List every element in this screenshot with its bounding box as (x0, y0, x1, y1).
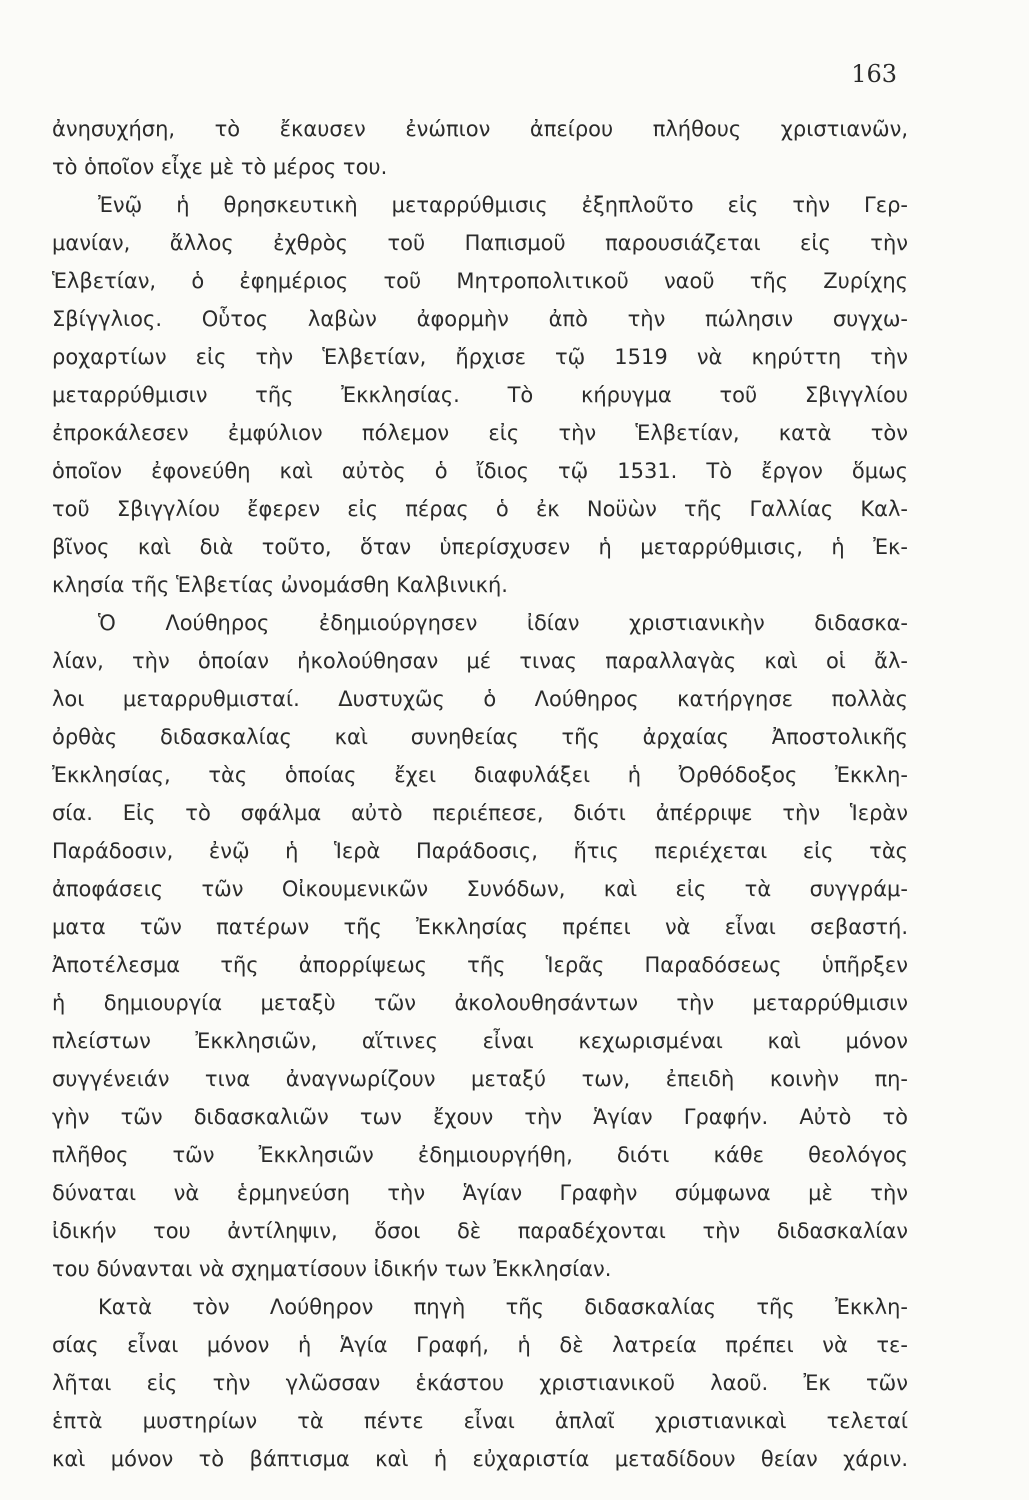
text-line: Ἑλβετίαν, ὁ ἐφημέριος τοῦ Μητροπολιτικοῦ ναοῦ τῆς Ζυρίχης (52, 269, 908, 293)
text-line: καὶ μόνον τὸ βάπτισμα καὶ ἡ εὐχαριστία μεταδίδουν θείαν χάριν. (52, 1447, 908, 1471)
text-line: ὁποῖον ἐφονεύθη καὶ αὐτὸς ὁ ἴδιος τῷ 1531. Τὸ ἔργον ὅμως (52, 459, 908, 483)
text-line: ὀρθὰς διδασκαλίας καὶ συνηθείας τῆς ἀρχαίας Ἀποστολικῆς (52, 725, 908, 749)
text-line: μεταρρύθμισιν τῆς Ἐκκλησίας. Τὸ κήρυγμα τοῦ Σβιγγλίου (52, 383, 908, 407)
text-line: ἀνησυχήση, τὸ ἔκαυσεν ἐνώπιον ἀπείρου πλήθους χριστιανῶν, (52, 117, 908, 141)
text-line: Ἐνῷ ἡ θρησκευτικὴ μεταρρύθμισις ἐξηπλοῦτο εἰς τὴν Γερ- (98, 193, 908, 217)
body-text (52, 110, 908, 1478)
text-line: ἑπτὰ μυστηρίων τὰ πέντε εἶναι ἁπλαῖ χριστιανικαὶ τελεταί (52, 1409, 908, 1433)
text-line: Παράδοσιν, ἐνῷ ἡ Ἱερὰ Παράδοσις, ἥτις περιέχεται εἰς τὰς (52, 839, 908, 863)
text-line: λίαν, τὴν ὁποίαν ἠκολούθησαν μέ τινας παραλλαγὰς καὶ οἱ ἄλ- (52, 649, 908, 673)
text-line: ἡ δημιουργία μεταξὺ τῶν ἀκολουθησάντων τὴν μεταρρύθμισιν (52, 991, 908, 1015)
text-line: του δύνανται νὰ σχηματίσουν ἰδικήν των Ἐκκλησίαν. (52, 1257, 612, 1281)
text-line: Κατὰ τὸν Λούθηρον πηγὴ τῆς διδασκαλίας τῆς Ἐκκλη- (98, 1295, 908, 1319)
text-line: ἰδικήν του ἀντίληψιν, ὅσοι δὲ παραδέχονται τὴν διδασκαλίαν (52, 1219, 908, 1243)
text-line: συγγένειάν τινα ἀναγνωρίζουν μεταξύ των, ἐπειδὴ κοινὴν πη- (52, 1067, 908, 1091)
text-line: ἐπροκάλεσεν ἐμφύλιον πόλεμον εἰς τὴν Ἑλβετίαν, κατὰ τὸν (52, 421, 908, 445)
page-number: 163 (851, 60, 897, 88)
text-line: πλῆθος τῶν Ἐκκλησιῶν ἐδημιουργήθη, διότι κάθε θεολόγος (52, 1143, 908, 1167)
text-line: Ὁ Λούθηρος ἐδημιούργησεν ἰδίαν χριστιανικὴν διδασκα- (98, 611, 908, 635)
text-line: τοῦ Σβιγγλίου ἔφερεν εἰς πέρας ὁ ἐκ Νοϋὼν τῆς Γαλλίας Καλ- (52, 497, 908, 521)
text-line: γὴν τῶν διδασκαλιῶν των ἔχουν τὴν Ἁγίαν Γραφήν. Αὐτὸ τὸ (52, 1105, 908, 1129)
text-line: Σβίγγλιος. Οὗτος λαβὼν ἀφορμὴν ἀπὸ τὴν πώλησιν συγχω- (52, 307, 908, 331)
text-line: ροχαρτίων εἰς τὴν Ἑλβετίαν, ἤρχισε τῷ 1519 νὰ κηρύττη τὴν (52, 345, 908, 369)
text-line: σία. Εἰς τὸ σφάλμα αὐτὸ περιέπεσε, διότι ἀπέρριψε τὴν Ἱερὰν (52, 801, 908, 825)
text-line: μανίαν, ἄλλος ἐχθρὸς τοῦ Παπισμοῦ παρουσιάζεται εἰς τὴν (52, 231, 908, 255)
text-line: Ἐκκλησίας, τὰς ὁποίας ἔχει διαφυλάξει ἡ Ὀρθόδοξος Ἐκκλη- (52, 763, 908, 787)
text-line: κλησία τῆς Ἑλβετίας ὠνομάσθη Καλβινική. (52, 573, 508, 597)
text-line: σίας εἶναι μόνον ἡ Ἁγία Γραφή, ἡ δὲ λατρεία πρέπει νὰ τε- (52, 1333, 908, 1357)
text-line: Ἀποτέλεσμα τῆς ἀπορρίψεως τῆς Ἱερᾶς Παραδόσεως ὑπῆρξεν (52, 953, 908, 977)
text-line: λῆται εἰς τὴν γλῶσσαν ἑκάστου χριστιανικοῦ λαοῦ. Ἐκ τῶν (52, 1371, 908, 1395)
text-line: λοι μεταρρυθμισταί. Δυστυχῶς ὁ Λούθηρος κατήργησε πολλὰς (52, 687, 908, 711)
text-line: ἀποφάσεις τῶν Οἰκουμενικῶν Συνόδων, καὶ εἰς τὰ συγγράμ- (52, 877, 908, 901)
text-line: ματα τῶν πατέρων τῆς Ἐκκλησίας πρέπει νὰ εἶναι σεβαστή. (52, 915, 908, 939)
text-line: πλείστων Ἐκκλησιῶν, αἵτινες εἶναι κεχωρισμέναι καὶ μόνον (52, 1029, 908, 1053)
text-line: δύναται νὰ ἑρμηνεύση τὴν Ἁγίαν Γραφὴν σύμφωνα μὲ τὴν (52, 1181, 908, 1205)
text-line: βῖνος καὶ διὰ τοῦτο, ὅταν ὑπερίσχυσεν ἡ μεταρρύθμισις, ἡ Ἐκ- (52, 535, 908, 559)
text-line: τὸ ὁποῖον εἶχε μὲ τὸ μέρος του. (52, 155, 388, 179)
